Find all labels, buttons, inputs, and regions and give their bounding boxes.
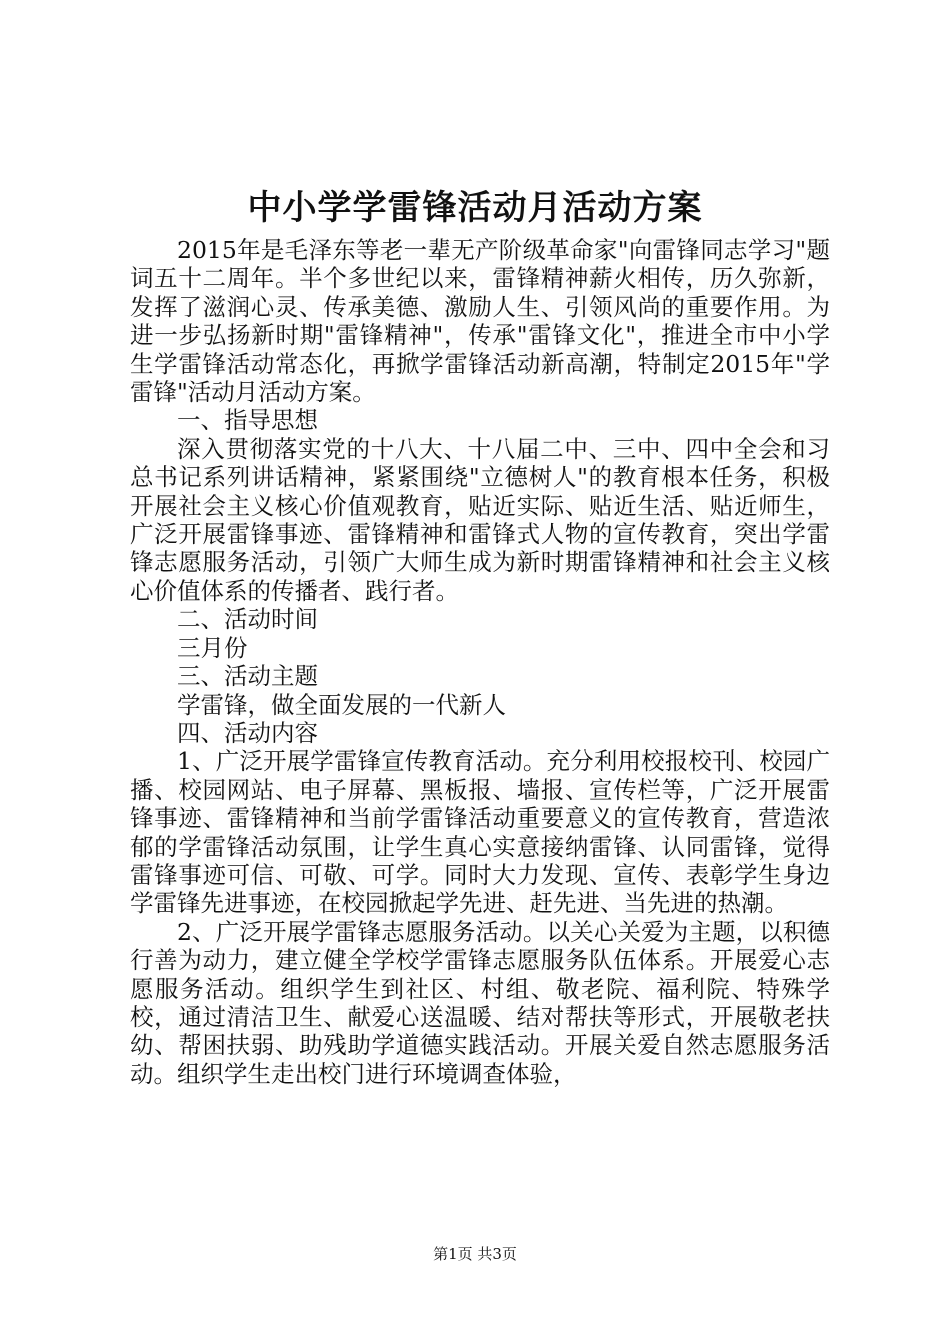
section-heading-activity-theme: 三、活动主题: [177, 662, 318, 691]
section-heading-activity-time: 二、活动时间: [177, 605, 318, 634]
section-heading-activity-content: 四、活动内容: [177, 718, 318, 747]
document-title: 中小学学雷锋活动月活动方案: [247, 188, 703, 228]
document-body: [130, 236, 830, 1088]
paragraph-intro: 2015年是毛泽东等老一辈无产阶级革命家"向雷锋同志学习"题词五十二周年。半个多世纪以来，雷锋精神薪火相传，历久弥新，发挥了滋润心灵、传承美德、激励人生、引领风尚的重要作用。为进一步弘扬新时期"雷锋精神"，传承"雷锋文化"，推进全市中小学生学雷锋活动常态化，再掀学雷锋活动新高潮，特制定2015年"学雷锋"活动月活动方案。: [130, 236, 830, 407]
paragraph-content-item-2: 2、广泛开展学雷锋志愿服务活动。以关心关爱为主题，以积德行善为动力，建立健全学校学雷锋志愿服务队伍体系。开展爱心志愿服务活动。组织学生到社区、村组、敬老院、福利院、特殊学校，通过清洁卫生、献爱心送温暖、结对帮扶等形式，开展敬老扶幼、帮困扶弱、助残助学道德实践活动。开展关爱自然志愿服务活动。组织学生走出校门进行环境调查体验，: [130, 917, 830, 1088]
paragraph-content-item-1: 1、广泛开展学雷锋宣传教育活动。充分利用校报校刊、校园广播、校园网站、电子屏幕、黑板报、墙报、宣传栏等，广泛开展雷锋事迹、雷锋精神和当前学雷锋活动重要意义的宣传教育，营造浓郁的学雷锋活动氛围，让学生真心实意接纳雷锋、认同雷锋，觉得雷锋事迹可信、可敬、可学。同时大力发现、宣传、表彰学生身边学雷锋先进事迹，在校园掀起学先进、赶先进、当先进的热潮。: [130, 747, 830, 918]
paragraph-activity-time: 三月份: [177, 633, 248, 662]
section-heading-guiding-thought: 一、指导思想: [177, 406, 318, 435]
paragraph-guiding-thought: 深入贯彻落实党的十八大、十八届二中、三中、四中全会和习总书记系列讲话精神，紧紧围绕"立德树人"的教育根本任务，积极开展社会主义核心价值观教育，贴近实际、贴近生活、贴近师生，广泛开展雷锋事迹、雷锋精神和雷锋式人物的宣传教育，突出学雷锋志愿服务活动，引领广大师生成为新时期雷锋精神和社会主义核心价值体系的传播者、践行者。: [130, 434, 830, 605]
page-number-footer: 第1页 共3页: [433, 1245, 517, 1263]
paragraph-activity-theme: 学雷锋，做全面发展的一代新人: [177, 690, 506, 719]
